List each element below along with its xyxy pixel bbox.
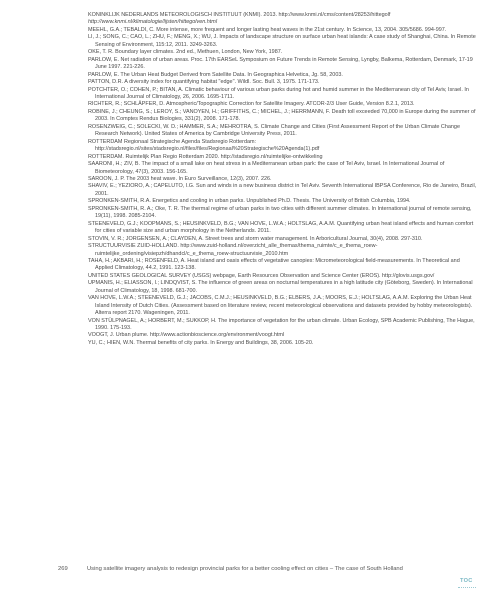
reference-entry: LI, J.; SONG, C.; CAO, L.; ZHU, F.; MENG, X.; WU, J. Impacts of landscape structure on surface urban heat islands: A case study of Shanghai, China. In Remote Sensing of Environment, 115:12, 2011. 3249-3263. bbox=[88, 34, 476, 48]
reference-entry: YU, C.; HIEN, W.N. Thermal benefits of city parks. In Energy and Buildings, 38, 2006. 105-20. bbox=[88, 339, 314, 346]
toc-link[interactable]: TOC bbox=[460, 578, 473, 584]
reference-entry: VAN HOVE, L.W.A.; STEENEVELD, G.J.; JACOBS, C.M.J.; HEUSINKVELD, B.G.; ELBERS, J.A.; MOORS, E.J.; HOLTSLAG, A.A.M. Exploring the Urban Heat Island Intensity of Dutch Cities. (Assessment based on literature review, recent meteorological observations and datasets provided by hobby meteorologists). Alterra report 2170. Wageningen, 2011. bbox=[88, 295, 473, 317]
reference-entry[interactable]: UNITED STATES GEOLOGICAL SURVEY (USGS) webpage, Earth Resources Observation and Science Center (EROS). http://glovis.usgs.gov/ bbox=[88, 272, 435, 279]
running-title: Using satellite imagery analysis to redesign provincial parks for a better cooling effect on cities – The case of South Holland bbox=[87, 566, 403, 572]
toc-underline bbox=[458, 587, 476, 588]
reference-entry[interactable]: http://www.knmi.nl/klimatologie/lijsten/hittegolven.html bbox=[88, 19, 218, 26]
reference-entry: MEEHL, G.A.; TEBALDI, C. More intense, more frequent and longer lasting heat waves in the 21st century. In Science, 13, 2004. 305/5686. 994-997. bbox=[88, 26, 447, 33]
reference-entry: POTCHTER, O.; COHEN, P.; BITAN, A. Climatic behaviour of various urban parks during hot and humid summer in the Mediterranean city of Tel Aviv, Israel. In International Journal of Climatology, 26, 2006. 1695-1711. bbox=[88, 86, 469, 100]
page-number: 269 bbox=[58, 566, 68, 572]
reference-entry[interactable]: VOOGT, J. Urban plume. http://www.actionbioscience.org/environment/voogt.html bbox=[88, 332, 285, 339]
reference-entry: SHAVIV, E.; YEZIORO, A.; CAPELUTO, I.G. Sun and winds in a new business district in Tel Aviv. Seventh International IBPSA Conference, Rio de Janeiro, Brazil, 2001. bbox=[88, 183, 477, 197]
reference-entry: SAARONI, H.; ZIV, B. The impact of a small lake on heat stress in a Mediterranean urban park: the case of Tel Aviv, Israel. In International Journal of Biometeorology, 47(3), 2003. 156-165. bbox=[88, 161, 445, 175]
reference-entry[interactable]: ROTTERDAM. Ruimtelijk Plan Regio Rotterdam 2020. http://stadsregio.nl/ruimtelijke-ontwikkeling bbox=[88, 153, 323, 160]
reference-entry: ROBINE, J.; CHEUNG, S.; LEROY, S.; VANOYEN, H.; GRIFFITHS, C.; MICHEL, J.; HERRMANN, F. Death toll exceeded 70,000 in Europe during the summer of 2003. In Comptes Rendus Biologies, 331(2), 2008. 171-178. bbox=[88, 108, 476, 123]
reference-entry: SAROON, J. P. The 2003 heat wave. In Euro Surveillance, 12(3), 2007. 226. bbox=[88, 175, 272, 182]
reference-entry: PATTON, D.R. A diversity index for quantifying habitat "edge". Wildl. Soc. Bull. 3, 1975. 171-173. bbox=[88, 79, 320, 86]
reference-entry: ROSENZWEIG, C.; SOLECKI, W. D.; HAMMER, S.A.; MEHROTRA, S. Climate Change and Cities (First Assessment Report of the Urban Climate Change Research Network). United States of America by Cambridge University Press, 2011. bbox=[88, 123, 460, 138]
reference-entry: TAHA, H.; AKBARI, H.; ROSENFELD, A. Heat island and oasis effects of vegetative canopies: Micrometeorological field-measurements. In Theoretical and Applied Climatology, 44.2, 1991. 123-138. bbox=[88, 257, 460, 272]
reference-entry: KONINKLIJK NEDERLANDS METEOROLOGISCH INSTITUUT (KNMI). 2013. http://www.knmi.nl/cms/content/28253/hittegolf bbox=[88, 12, 391, 18]
reference-entry: VON STÜLPNAGEL, A.; HORBERT, M.; SUKKOP, H. The importance of vegetation for the urban climate. Urban Ecology, SPB Academic Publishing, The Hague, 1990. 175-193. bbox=[88, 317, 475, 332]
reference-entry: RICHTER, R.; SCHLÄPFER, D. Atmospheric/Topographic Correction for Satellite Imagery. ATCOR-2/3 User Guide, Version 8.2.1, 2013. bbox=[88, 101, 415, 108]
reference-entry: PARLOW, E. Net radiation of urban areas. Proc. 17th EARSeL Symposium on Future Trends in Remote Sensing, Lyngby, Balkema, Rotterdam, Denmark, 17-19 June 1997. 221-226. bbox=[88, 56, 473, 71]
reference-entry: SPRONKEN-SMITH, R. A.; Oke, T. R. The thermal regime of urban parks in two cities with different summer climates. In International journal of remote sensing, 19(11), 1998. 2085-2104. bbox=[88, 205, 472, 220]
reference-entry: STEENEVELD, G.J.; KOOPMANS, S.; HEUSINKVELD, B.G.; VAN HOVE, L.W.A.; HOLTSLAG, A.A.M. Quantifying urban heat island effects and human comfort for cities of variable size and urban morphology in the Netherlands. 2011. bbox=[88, 220, 474, 235]
reference-entry: SPRONKEN-SMITH, R.A. Energetics and cooling in urban parks. Unpublished Ph.D. Thesis. The University of British Columbia, 1994. bbox=[88, 198, 411, 205]
reference-entry: STOVIN, V. R.; JORGENSEN, A.; CLAYDEN, A. Street trees and storm water management. In Arboricultural Journal, 30(4), 2008. 297-310. bbox=[88, 235, 423, 242]
reference-entry[interactable]: STRUCTUURVISIE ZUID-HOLLAND. http://www.zuid-holland.nl/overzicht_alle_themas/thema_ruimte/c_e_thema_roew-ruimtelijke_ordening/visiepzh/dhandcl/c_e_thema_roew-structuurvisie_2010.htm bbox=[88, 243, 378, 257]
reference-entry: OKE, T. R. Boundary layer climates. 2nd ed., Methuen, London, New York, 1987. bbox=[88, 49, 283, 56]
reference-entry[interactable]: ROTTERDAM Regionaal Strategische Agenda Stadsregio Rotterdam: http://stadsregio.nl/sites/stadsregio.nl/files/files/Regionaal%20Strategische%20Agenda(1).pdf bbox=[88, 138, 320, 153]
reference-entry: PARLOW, E. The Urban Heat Budget Derived from Satellite Data. In Geographica Helvetica, Jg. 58, 2003. bbox=[88, 71, 343, 78]
reference-list bbox=[88, 12, 478, 347]
reference-entry: UPMANIS, H.; ELIASSON, I.; LINDQVIST, S. The influence of green areas on nocturnal temperatures in a high latitude city (Göteborg, Sweden). In International Journal of Climatology, 18, 1998. 681-700. bbox=[88, 280, 473, 294]
